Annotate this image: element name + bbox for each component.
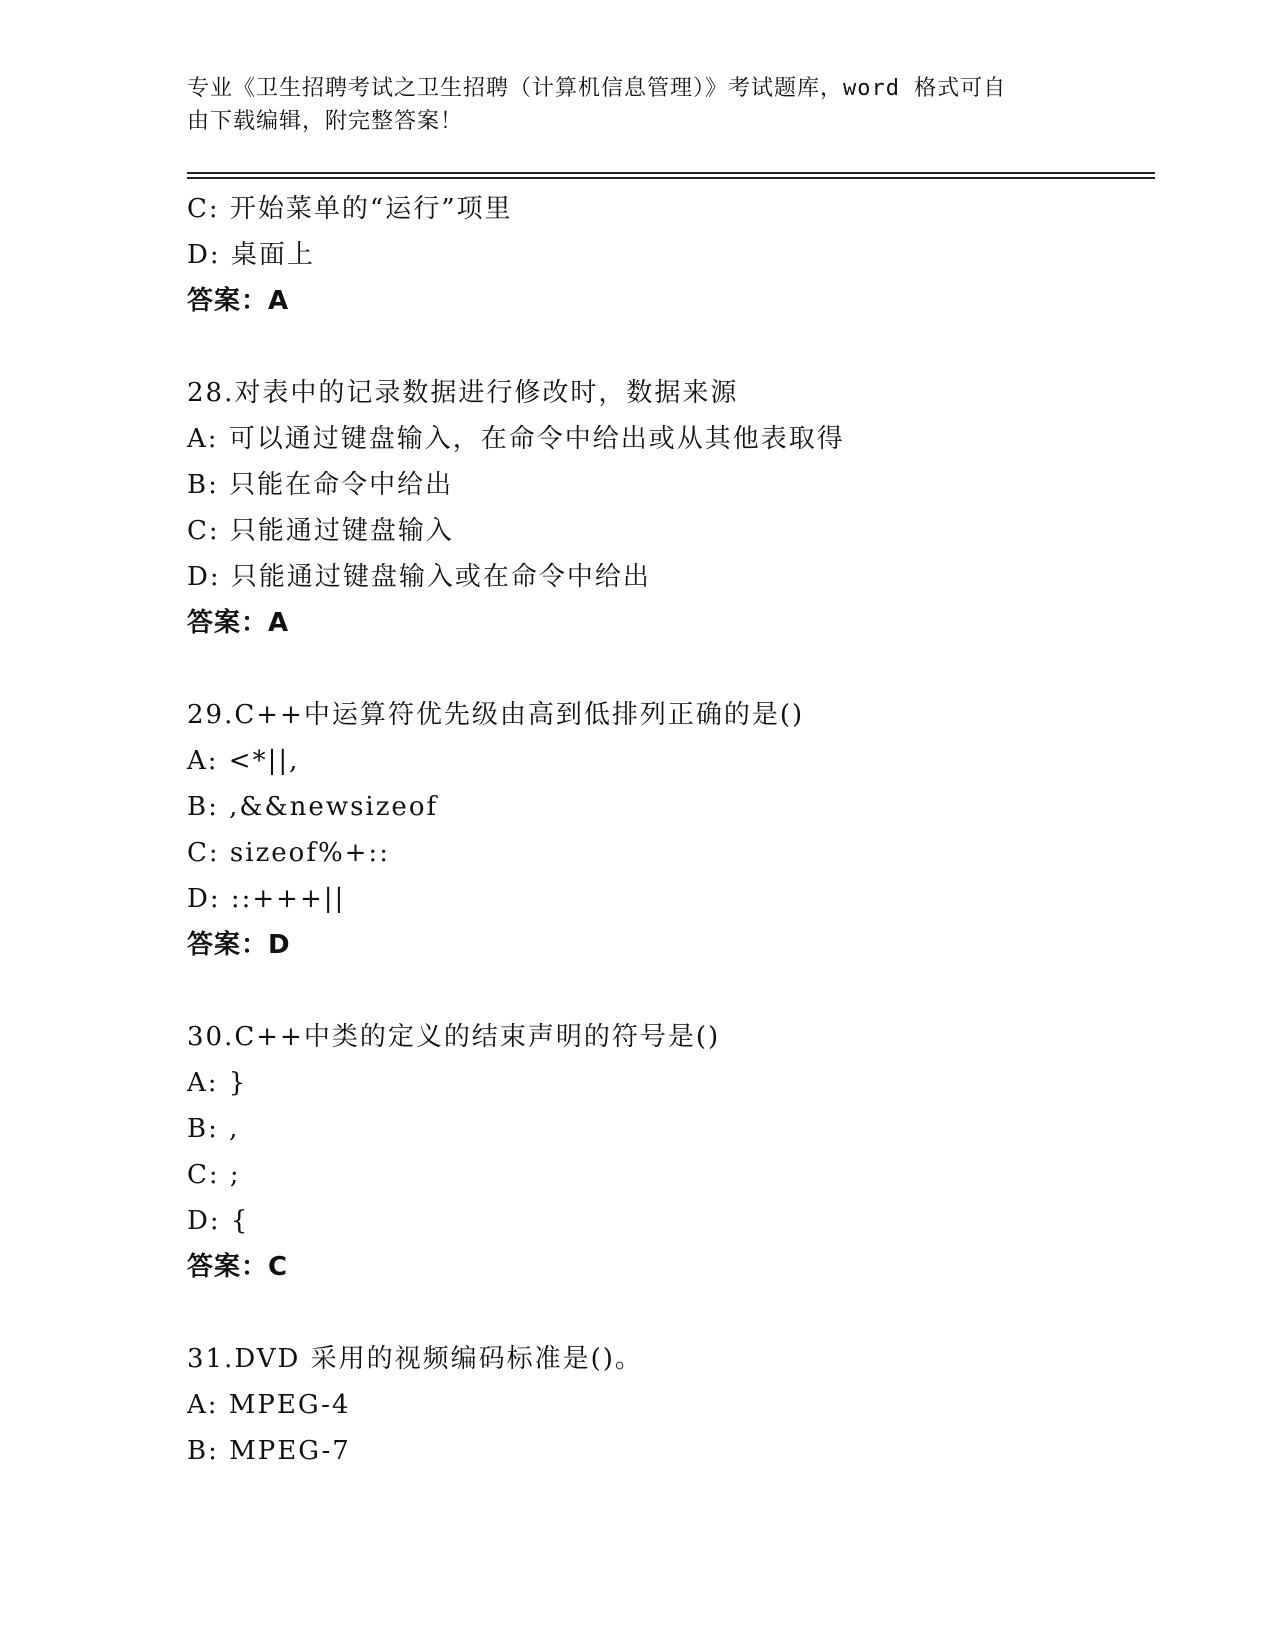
option-a: A: 可以通过键盘输入，在命令中给出或从其他表取得 bbox=[187, 424, 845, 454]
option-a: A: <*||, bbox=[187, 746, 300, 776]
spacer bbox=[187, 324, 1147, 370]
spacer bbox=[187, 646, 1147, 692]
question-block-29 bbox=[187, 692, 1147, 968]
question-block-prev bbox=[187, 186, 1147, 324]
option-c: C: ; bbox=[187, 1160, 241, 1190]
question-content bbox=[187, 186, 1147, 1474]
option-d: D: 只能通过键盘输入或在命令中给出 bbox=[187, 562, 651, 592]
answer-line: 答案：A bbox=[187, 286, 290, 316]
option-a: A: } bbox=[187, 1068, 248, 1098]
document-header bbox=[187, 72, 1067, 138]
option-b: B: MPEG-7 bbox=[187, 1436, 351, 1466]
question-title: 31.DVD 采用的视频编码标准是()。 bbox=[187, 1344, 643, 1374]
header-line-2: 由下载编辑，附完整答案！ bbox=[187, 109, 464, 134]
question-title: 30.C++中类的定义的结束声明的符号是() bbox=[187, 1022, 721, 1052]
answer-line: 答案：A bbox=[187, 608, 290, 638]
option-d: D: ::+++|| bbox=[187, 884, 346, 914]
option-a: A: MPEG-4 bbox=[187, 1390, 351, 1420]
answer-line: 答案：D bbox=[187, 930, 291, 960]
option-b: B: ,&&newsizeof bbox=[187, 792, 439, 822]
option-c: C: sizeof%+:: bbox=[187, 838, 390, 868]
option-c: C: 只能通过键盘输入 bbox=[187, 516, 454, 546]
header-line-1: 专业《卫生招聘考试之卫生招聘（计算机信息管理）》考试题库，word 格式可自 bbox=[187, 76, 1007, 101]
option-b: B: 只能在命令中给出 bbox=[187, 470, 454, 500]
question-title: 28.对表中的记录数据进行修改时，数据来源 bbox=[187, 378, 739, 408]
question-block-31 bbox=[187, 1336, 1147, 1474]
question-block-30 bbox=[187, 1014, 1147, 1290]
option-c: C: 开始菜单的“运行”项里 bbox=[187, 194, 513, 224]
option-d: D: 桌面上 bbox=[187, 240, 315, 270]
answer-line: 答案：C bbox=[187, 1252, 289, 1282]
header-divider-bottom bbox=[187, 177, 1155, 179]
header-divider-top bbox=[187, 172, 1155, 174]
spacer bbox=[187, 1290, 1147, 1336]
option-d: D: { bbox=[187, 1206, 250, 1236]
option-b: B: , bbox=[187, 1114, 240, 1144]
question-block-28 bbox=[187, 370, 1147, 646]
question-title: 29.C++中运算符优先级由高到低排列正确的是() bbox=[187, 700, 805, 730]
spacer bbox=[187, 968, 1147, 1014]
